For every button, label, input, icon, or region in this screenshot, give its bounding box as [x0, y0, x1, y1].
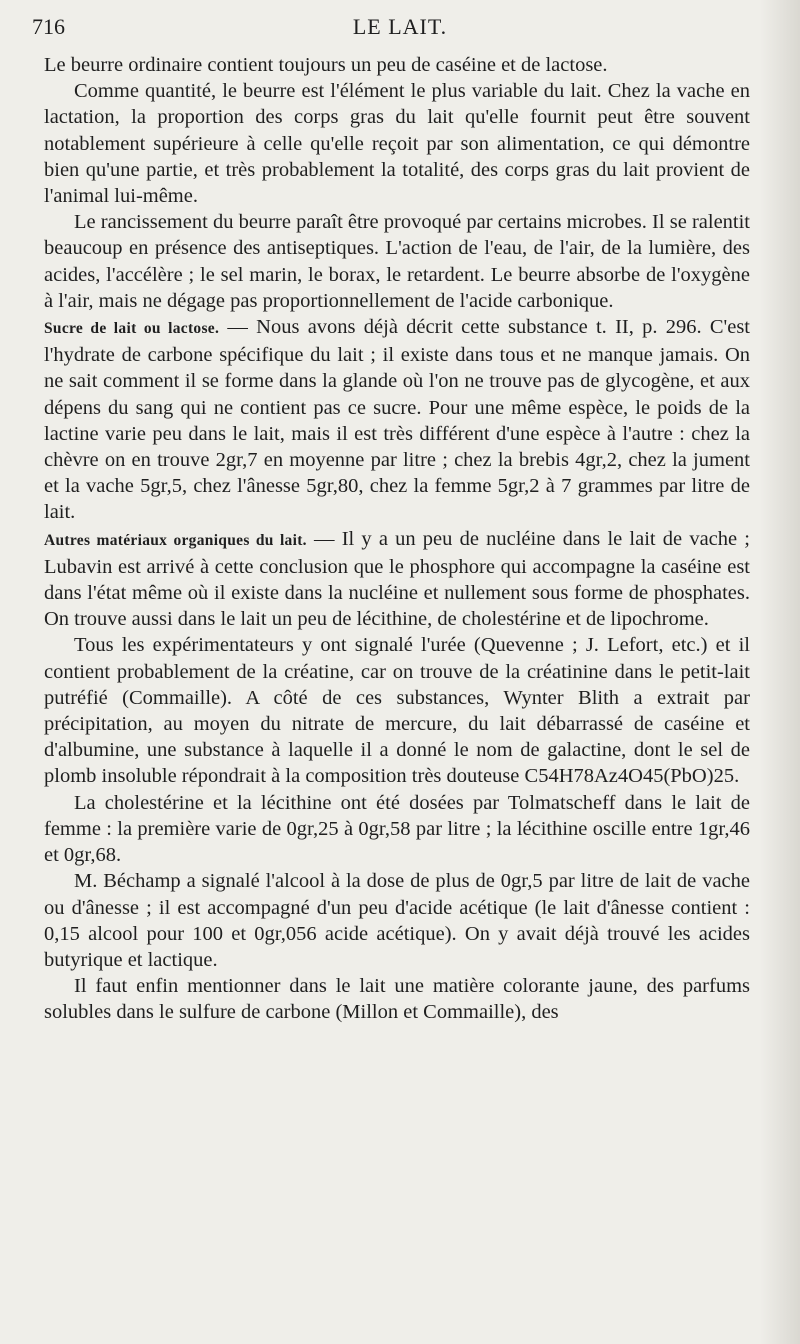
paragraph-text: — Il y a un peu de nucléine dans le lait de vache ; Lubavin est arrivé à cette conclusion que le phosphore qui accompagne la caséine est dans l'état même où il existe dans la nucléine et nullement sous forme de phosphates. On trouve aussi dans le lait un peu de lécithine, de cholestérine et de lipochrome. [44, 527, 750, 631]
paragraph-text: Tous les expérimentateurs y ont signalé l'urée (Quevenne ; J. Lefort, etc.) et il contient probablement de la créatine, car on trouve de la créatinine dans le petit-lait putréfié (Commaille). A côté de ces substances, Wynter Blith a extrait par précipitation, au moyen du nitrate de mercure, du lait débarrassé de caséine et d'albumine, une substance à laquelle il a donné le nom de galactine, dont le sel de plomb insoluble répondrait à la composition très douteuse C54H78Az4O45(PbO)25. [44, 634, 750, 788]
page-edge-shadow [760, 0, 800, 1344]
paragraph [44, 78, 750, 209]
paragraph-text: — Nous avons déjà décrit cette substance t. II, p. 296. C'est l'hydrate de carbone spécifique du lait ; il existe dans tous et ne manque jamais. On ne sait comment il se forme dans la glande où l'on ne trouve pas de glycogène, et aux dépens du sang qui ne contient pas ce sucre. Pour une même espèce, le poids de la lactine varie peu dans le lait, mais il est très différent d'une espèce à l'autre : chez la chèvre on en trouve 2gr,7 en moyenne par litre ; chez la brebis 4gr,2, chez la jument et la vache 5gr,5, chez l'ânesse 5gr,80, chez la femme 5gr,2 à 7 grammes par litre de lait. [44, 316, 750, 524]
paragraph-text: Il faut enfin mentionner dans le lait une matière colorante jaune, des parfums solubles dans le sulfure de carbone (Millon et Commaille), des [44, 975, 750, 1024]
body-text [44, 52, 750, 1026]
paragraph [44, 973, 750, 1025]
paragraph-text: La cholestérine et la lécithine ont été dosées par Tolmatscheff dans le lait de femme : la première varie de 0gr,25 à 0gr,58 par litre ; la lécithine oscille entre 1gr,46 et 0gr,68. [44, 791, 750, 867]
section-heading: Autres matériaux organiques du lait. [44, 531, 307, 549]
paragraph [44, 868, 750, 973]
page-header [32, 14, 768, 44]
running-head: LE LAIT. [352, 14, 448, 39]
page-number: 716 [32, 14, 65, 39]
paragraph [44, 52, 750, 78]
paragraph-text: Le rancissement du beurre paraît être provoqué par certains microbes. Il se ralentit beaucoup en présence des antiseptiques. L'action de l'eau, de l'air, de la lumière, des acides, l'accélère ; le sel marin, le borax, le retardent. Le beurre absorbe de l'oxygène à l'air, mais ne dégage pas proportionnellement de l'acide carbonique. [44, 211, 750, 312]
paragraph [44, 632, 750, 789]
paragraph-with-heading [44, 314, 750, 526]
paragraph-with-heading [44, 526, 750, 633]
paragraph-text: Comme quantité, le beurre est l'élément le plus variable du lait. Chez la vache en lactation, la proportion des corps gras du lait qu'elle fournit peut être souvent notablement supérieure à celle qu'elle reçoit par son alimentation, ce qui démontre bien qu'une partie, et très probablement la totalité, des corps gras du lait provient de l'animal lui-même. [44, 80, 750, 208]
paragraph [44, 790, 750, 869]
paragraph-text: M. Béchamp a signalé l'alcool à la dose de plus de 0gr,5 par litre de lait de vache ou d'ânesse ; il est accompagné d'un peu d'acide acétique (le lait d'ânesse contient : 0,15 alcool pour 100 et 0gr,056 acide acétique). On y avait déjà trouvé les acides butyrique et lactique. [44, 870, 750, 971]
paragraph-text: Le beurre ordinaire contient toujours un peu de caséine et de lactose. [44, 54, 608, 76]
paragraph [44, 209, 750, 314]
section-heading: Sucre de lait ou lactose. [44, 320, 220, 338]
